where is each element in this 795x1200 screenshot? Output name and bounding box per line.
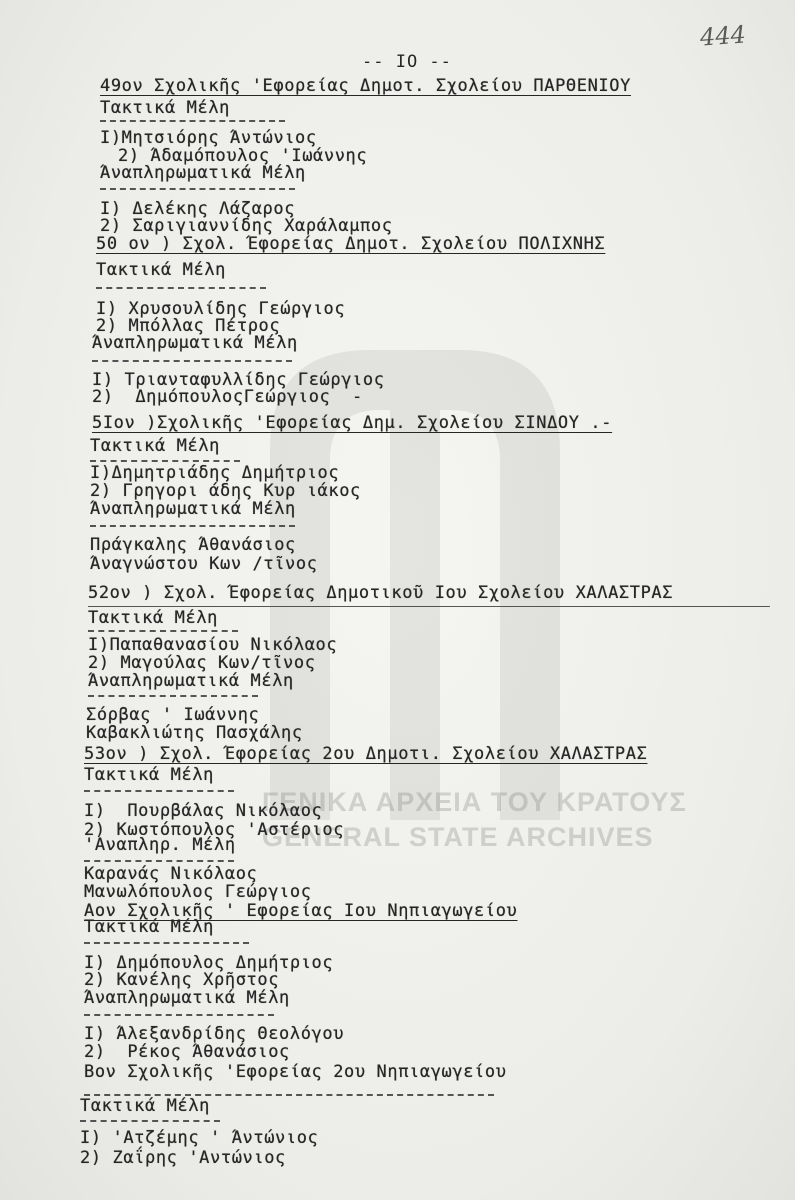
separator <box>100 120 285 122</box>
separator <box>84 1014 274 1016</box>
member-name: I)Παπαθανασίου Νικόλαος <box>88 635 338 655</box>
separator <box>96 287 266 289</box>
member-name: Άναγνώστου Κων /τῖνος <box>90 554 318 574</box>
regular-members-label: Τακτικά Μέλη <box>84 765 215 785</box>
alternate-members-label: 'Αναπληρ. Μέλη <box>84 835 236 855</box>
separator <box>90 460 240 462</box>
alternate-members-label: Άναπληρωματικά Μέλη <box>90 499 296 519</box>
section-heading: Αον Σχολικῆς ' Εφορείας Ιου Νηπιαγωγείου <box>84 901 518 921</box>
regular-members-label: Τακτικά Μέλη <box>96 260 227 280</box>
separator <box>80 1120 220 1122</box>
member-name: I) Πουρβάλας Νικόλαος <box>84 801 323 821</box>
separator <box>88 695 258 697</box>
alternate-members-label: Άναπληρωματικά Μέλη <box>88 671 294 691</box>
section-heading: 5Ιον )Σχολικῆς 'Εφορείας Δημ. Σχολείου ΣΙΝΔΟΥ .- <box>92 413 613 433</box>
member-name: 2) Μπόλλας Πέτρος <box>96 316 281 336</box>
member-name: Πράγκαλης Άθανάσιος <box>90 535 296 555</box>
member-name: 2) Γρηγορι άδης Κυρ ιάκος <box>90 481 361 501</box>
regular-members-label: Τακτικά Μέλη <box>88 608 219 628</box>
page-number: -- IO -- <box>362 52 452 72</box>
alternate-members-label: Άναπληρωματικά Μέλη <box>100 163 306 183</box>
separator <box>84 790 234 792</box>
alternate-members-label: Άναπληρωματικά Μέλη <box>92 333 298 353</box>
member-name: 2) ΔημόπουλοςΓεώργιος - <box>92 387 363 407</box>
handwritten-page-number: 444 <box>699 20 747 52</box>
alternate-members-label: Άναπληρωματικά Μέλη <box>84 988 290 1008</box>
section-heading: 49ον Σχολικῆς 'Εφορείας Δημοτ. Σχολείου ΠΑΡΘΕΝΙΟΥ <box>100 76 631 96</box>
section-heading: 50 ον ) Σχολ. Έφορείας Δημοτ. Σχολείου ΠΟΛΙΧΝΗΣ <box>96 234 606 254</box>
member-name: 2) Κωστόπουλος 'Αστέριος <box>84 820 345 840</box>
member-name: I) Χρυσουλίδης Γεώργιος <box>96 299 346 319</box>
member-name: I)Μητσιόρης Άντώνιος <box>100 128 317 148</box>
regular-members-label: Τακτικά Μέλη <box>84 917 215 937</box>
regular-members-label: Τακτικά Μέλη <box>80 1096 211 1116</box>
member-name: 2) Άδαμόπουλος 'Ιωάννης <box>118 146 368 166</box>
separator <box>84 860 234 862</box>
separator <box>92 360 292 362</box>
regular-members-label: Τακτικά Μέλη <box>100 98 231 118</box>
member-name: 2) Ρέκος Άθανάσιος <box>84 1042 290 1062</box>
member-name: Καρανάς Νικόλαος <box>84 864 258 884</box>
heading-underline <box>88 606 770 607</box>
separator <box>84 942 249 944</box>
section-heading: Βον Σχολικῆς 'Εφορείας 2ου Νηπιαγωγείου <box>84 1062 507 1082</box>
member-name: 2) Σαριγιαννίδης Χαράλαμπος <box>100 216 393 236</box>
member-name: Καβακλιώτης Πασχάλης <box>86 723 303 743</box>
member-name: I) Δελέκης Λάζαρος <box>100 199 296 219</box>
member-name: Μανωλόπουλος Γεώργιος <box>84 882 312 902</box>
member-name: 2) Ζαΐρης 'Αντώνιος <box>80 1148 286 1168</box>
separator <box>100 188 295 190</box>
member-name: I) Δημόπουλος Δημήτριος <box>84 953 334 973</box>
member-name: Σόρβας ' Ιωάννης <box>86 705 260 725</box>
separator <box>90 525 295 527</box>
separator <box>88 630 238 632</box>
member-name: I) Τριανταφυλλίδης Γεώργιος <box>92 370 385 390</box>
member-name: 2) Μαγούλας Κων/τῖνος <box>88 653 316 673</box>
member-name: I)Δημητριάδης Δημήτριος <box>90 463 340 483</box>
watermark-greek: ΓΕΝΙΚΑ ΑΡΧΕΙΑ ΤΟΥ ΚΡΑΤΟΥΣ <box>262 787 687 817</box>
regular-members-label: Τακτικά Μέλη <box>90 436 221 456</box>
member-name: I) Άλεξανδρίδης Θεολόγου <box>84 1024 345 1044</box>
section-heading: 53ον ) Σχολ. Έφορείας 2ου Δημοτι. Σχολείου ΧΑΛΑΣΤΡΑΣ <box>84 744 648 764</box>
section-heading: 52ον ) Σχολ. Έφορείας Δημοτικοῦ Ιου Σχολείου ΧΑΛΑΣΤΡΑΣ <box>88 583 674 603</box>
member-name: 2) Κανέλης Χρῆστος <box>84 970 280 990</box>
watermark-english: GENERAL STATE ARCHIVES <box>262 822 654 852</box>
member-name: I) 'Ατζέμης ' Άντώνιος <box>80 1128 319 1148</box>
